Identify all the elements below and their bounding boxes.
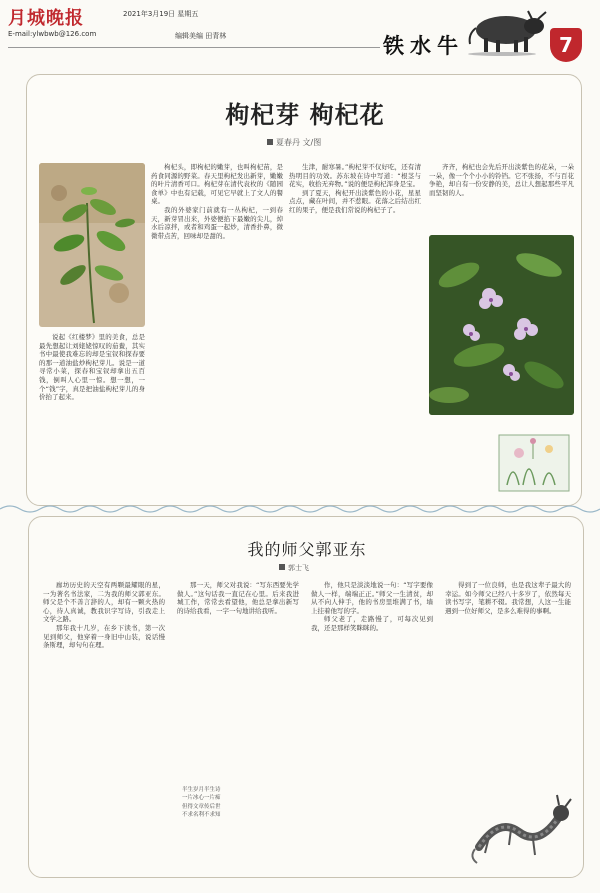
dragon-icon — [469, 777, 573, 869]
byline-square-icon — [267, 139, 273, 145]
article-goji-box — [26, 74, 582, 506]
page-number-badge: 7 — [550, 28, 582, 62]
email-address: E-mail:ylwbwb@126.com — [8, 30, 97, 38]
article-master-box — [28, 516, 584, 878]
poem-line: 不求名利不求知 — [182, 812, 221, 819]
article1-col1: 说起《红楼梦》里的美食，总是最先想起让刘姥姥惊叹的茄鲞，其实书中最使我难忘的却是宝钗和探春要的那一道油盐炒枸杞芽儿。说是一道寻常小菜，探春和宝钗却拿出五百钱，倒叫人心里一惊。想一想，一个“钱”字，真是把油盐枸杞芽儿的身价抬了起来。 — [39, 333, 145, 402]
article2-col3: 作，他只是淡淡地说一句：“写字要像做人一样，端端正正。”师父一生清贫，却从不向人伸手，他的书房里堆满了书，墙上挂着他写的字。 师父老了，走路慢了，可每次见到我，还是那样笑眯眯的。 — [311, 581, 433, 632]
poem-line: 一片冰心一片痴 — [182, 795, 221, 802]
goji-sprout-photo — [39, 163, 145, 327]
column-name: 铁水牛 — [383, 33, 464, 58]
editor-credit: 编辑美编 田青林 — [175, 32, 227, 40]
flower-grass-stamp-icon — [493, 429, 575, 501]
article1-col2: 枸杞头，即枸杞的嫩芽，也叫枸杞苗，是药食同源的野菜。春天里枸杞发出新芽，嫩嫩的叶片清香可口。枸杞芽在清代袁枚的《随园食单》中也有记载，可见它早就上了文人的餐桌。 我的外婆家门前就有一丛枸杞，一到春天，新芽冒出来，外婆便掐下最嫩的尖儿，焯水后凉拌，或者和鸡蛋一起炒，清香扑鼻，微微带点苦，回味却是甜的。 — [151, 163, 283, 240]
poem-block — [182, 786, 292, 820]
article-title: 枸杞芽 枸杞花 — [225, 100, 385, 129]
masthead-rule — [8, 47, 380, 48]
poem-line: 但得文章传后世 — [182, 803, 221, 810]
article1-col4: 齐齐，枸杞也会先后开出淡紫色的花朵，一朵一朵，像一个个小小的铃铛。它不张扬，不与百花争艳，却自有一份安静的美，总让人想起那些平凡而坚韧的人。 — [429, 163, 574, 197]
article1-col3: 生津，耐寒暑。”枸杞芽不仅好吃，还有清热明目的功效。苏东坡在诗中写道：“根茎与花实，收拾无弃物。”说的便是枸杞浑身是宝。 到了夏天，枸杞开出淡紫色的小花，星星点点，藏在叶间，并不惹眼。花落之后结出红红的果子，便是我们常说的枸杞子了。 — [289, 163, 421, 214]
article2-col4: 得到了一位良师，也是我这辈子最大的幸运。如今师父已经八十多岁了，依然每天读书写字，笔耕不辍。我常想，人这一生能遇到一位好师父，是多么难得的事啊。 — [445, 581, 571, 615]
sprout-image — [39, 163, 145, 327]
article2-title: 我的师父郭亚东 — [247, 540, 367, 559]
article2-col1: 廊坊历史的天空有两颗最耀眼的星，一为著名书法家，二为我的师父郭亚东。师父是个不善言辞的人，却有一颗火热的心，待人真诚，教我识字写诗，引我走上文学之路。 那年我十几岁，在乡下读书，第一次见到师父，他穿着一身旧中山装，说话慢条斯理，却句句在理。 — [43, 581, 165, 650]
article2-byline — [279, 563, 309, 573]
newspaper-logo: 月城晚报 — [8, 8, 84, 29]
ox-icon — [462, 4, 550, 56]
issue-date: 2021年3月19日 星期五 — [123, 10, 199, 18]
byline-square-icon — [279, 564, 285, 570]
flower-image — [429, 235, 574, 415]
masthead — [0, 0, 600, 68]
wavy-divider — [0, 503, 600, 515]
article2-col2: 那一天，师父对我说：“写东西要先学做人。”这句话我一直记在心里。后来我进城工作，常常去看望他，他总是拿出新写的诗给我看，一字一句地讲给我听。 — [177, 581, 299, 615]
goji-flower-photo — [429, 235, 574, 415]
poem-line: 半生岁月半生诗 — [182, 787, 221, 793]
byline-text: 郭士飞 — [288, 564, 309, 572]
article-byline — [267, 137, 321, 148]
byline-text: 夏春丹 文/图 — [276, 138, 322, 147]
